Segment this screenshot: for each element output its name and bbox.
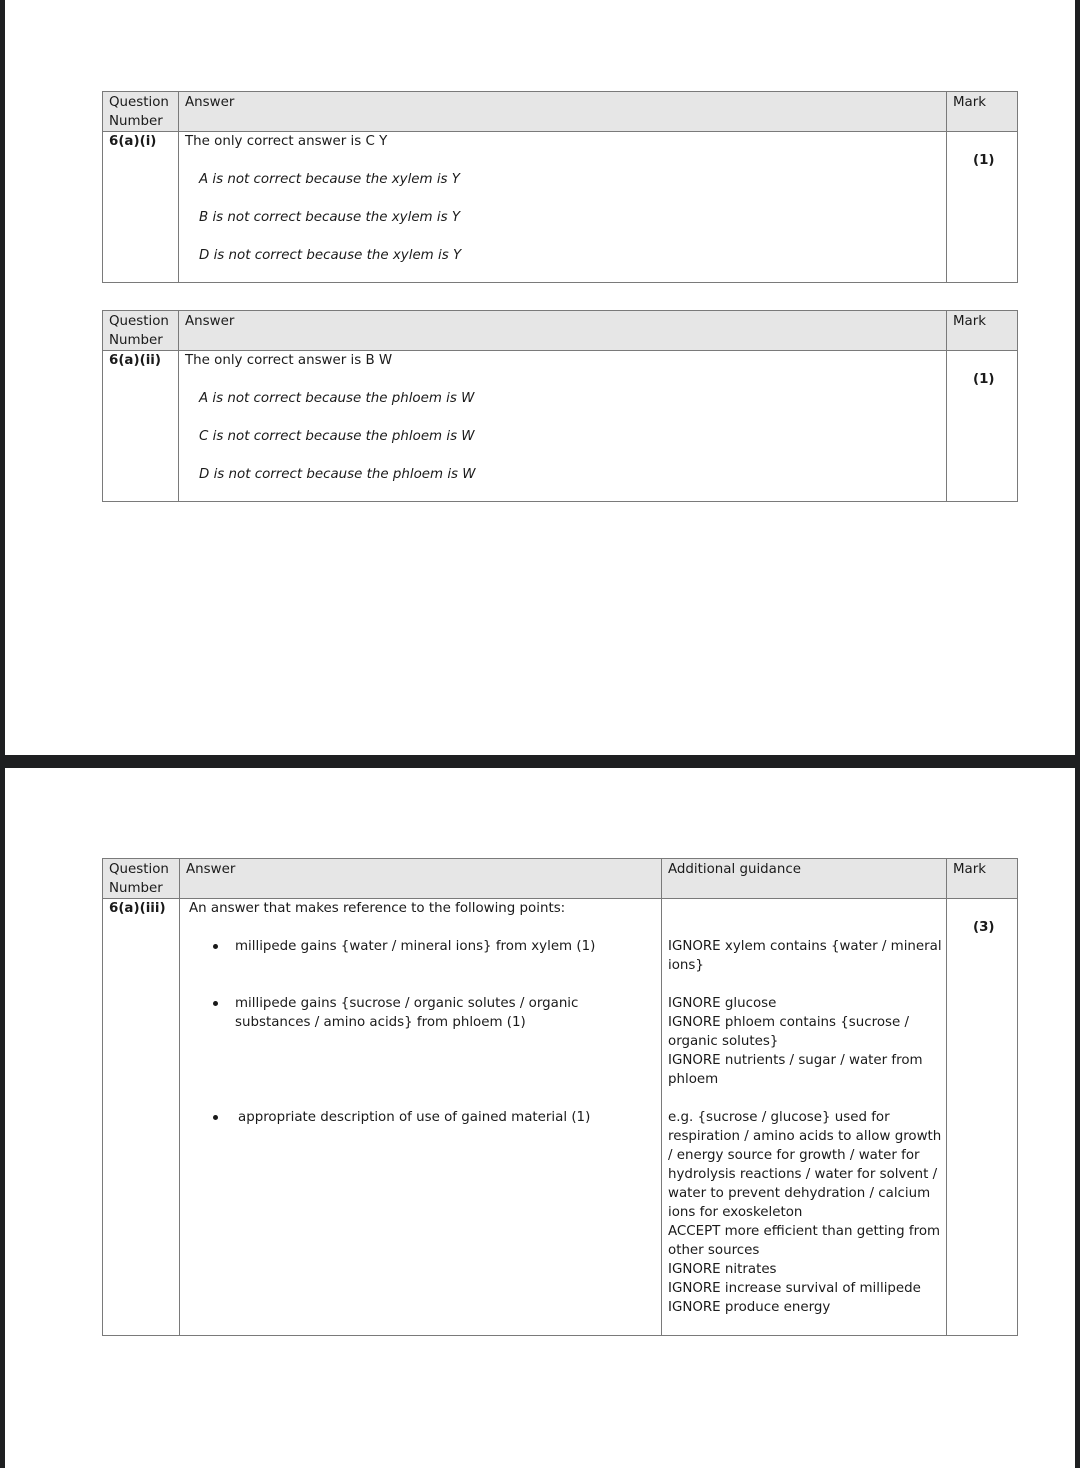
guidance-line: phloem: [668, 1072, 719, 1087]
mark-value: (1): [973, 372, 995, 387]
correct-answer: The only correct answer is B W: [185, 353, 393, 368]
header-number: Number: [109, 114, 163, 129]
guidance-line: IGNORE produce energy: [668, 1300, 831, 1315]
point: millipede gains {sucrose / organic solutes / organic: [235, 996, 579, 1011]
point: millipede gains {water / mineral ions} from xylem (1): [235, 939, 596, 954]
guidance-line: / energy source for growth / water for: [668, 1148, 920, 1163]
guidance-line: e.g. {sucrose / glucose} used for: [668, 1110, 890, 1125]
header-number: Number: [109, 881, 163, 896]
page-1: [5, 0, 1075, 755]
table-header: [103, 311, 1017, 351]
guidance-line: IGNORE nitrates: [668, 1262, 777, 1277]
guidance-line: other sources: [668, 1243, 760, 1258]
reason: D is not correct because the xylem is Y: [199, 248, 462, 263]
guidance-line: IGNORE xylem contains {water / mineral: [668, 939, 942, 954]
point: substances / amino acids} from phloem (1): [235, 1015, 526, 1030]
header-question: Question: [109, 862, 169, 877]
question-number: 6(a)(i): [109, 134, 157, 149]
mark-value: (1): [973, 153, 995, 168]
guidance-line: hydrolysis reactions / water for solvent /: [668, 1167, 938, 1182]
mark-scheme-table-6ai: [102, 91, 1018, 283]
reason: A is not correct because the phloem is W: [199, 391, 475, 406]
header-answer: Answer: [185, 95, 235, 110]
header-additional-guidance: Additional guidance: [668, 862, 801, 877]
correct-answer: The only correct answer is C Y: [185, 134, 388, 149]
header-answer: Answer: [186, 862, 236, 877]
header-mark: Mark: [953, 862, 987, 877]
question-number: 6(a)(ii): [109, 353, 162, 368]
header-question: Question: [109, 314, 169, 329]
guidance-line: IGNORE nutrients / sugar / water from: [668, 1053, 923, 1068]
guidance-line: IGNORE glucose: [668, 996, 777, 1011]
guidance-line: ACCEPT more efficient than getting from: [668, 1224, 941, 1239]
header-mark: Mark: [953, 95, 987, 110]
guidance-line: ions for exoskeleton: [668, 1205, 803, 1220]
header-mark: Mark: [953, 314, 987, 329]
guidance-line: IGNORE increase survival of millipede: [668, 1281, 921, 1296]
guidance-line: ions}: [668, 958, 704, 973]
header-answer: Answer: [185, 314, 235, 329]
point: appropriate description of use of gained material (1): [238, 1110, 591, 1125]
bullet-icon: [213, 1115, 218, 1120]
reason: B is not correct because the xylem is Y: [199, 210, 460, 225]
reason: A is not correct because the xylem is Y: [199, 172, 460, 187]
question-number: 6(a)(iii): [109, 901, 166, 916]
bullet-icon: [213, 1001, 218, 1006]
guidance-line: organic solutes}: [668, 1034, 779, 1049]
table-header: [103, 92, 1017, 132]
answer-intro: An answer that makes reference to the following points:: [189, 901, 566, 916]
table-header: [103, 859, 1017, 899]
guidance-line: respiration / amino acids to allow growth: [668, 1129, 942, 1144]
header-question: Question: [109, 95, 169, 110]
guidance-line: IGNORE phloem contains {sucrose /: [668, 1015, 910, 1030]
mark-scheme-table-6aii: [102, 310, 1018, 502]
header-number: Number: [109, 333, 163, 348]
mark-value: (3): [973, 920, 995, 935]
bullet-icon: [213, 944, 218, 949]
reason: C is not correct because the phloem is W: [199, 429, 475, 444]
mark-scheme-table-6aiii: [102, 858, 1018, 1336]
guidance-line: water to prevent dehydration / calcium: [668, 1186, 931, 1201]
page-2: [5, 768, 1075, 1468]
reason: D is not correct because the phloem is W: [199, 467, 476, 482]
